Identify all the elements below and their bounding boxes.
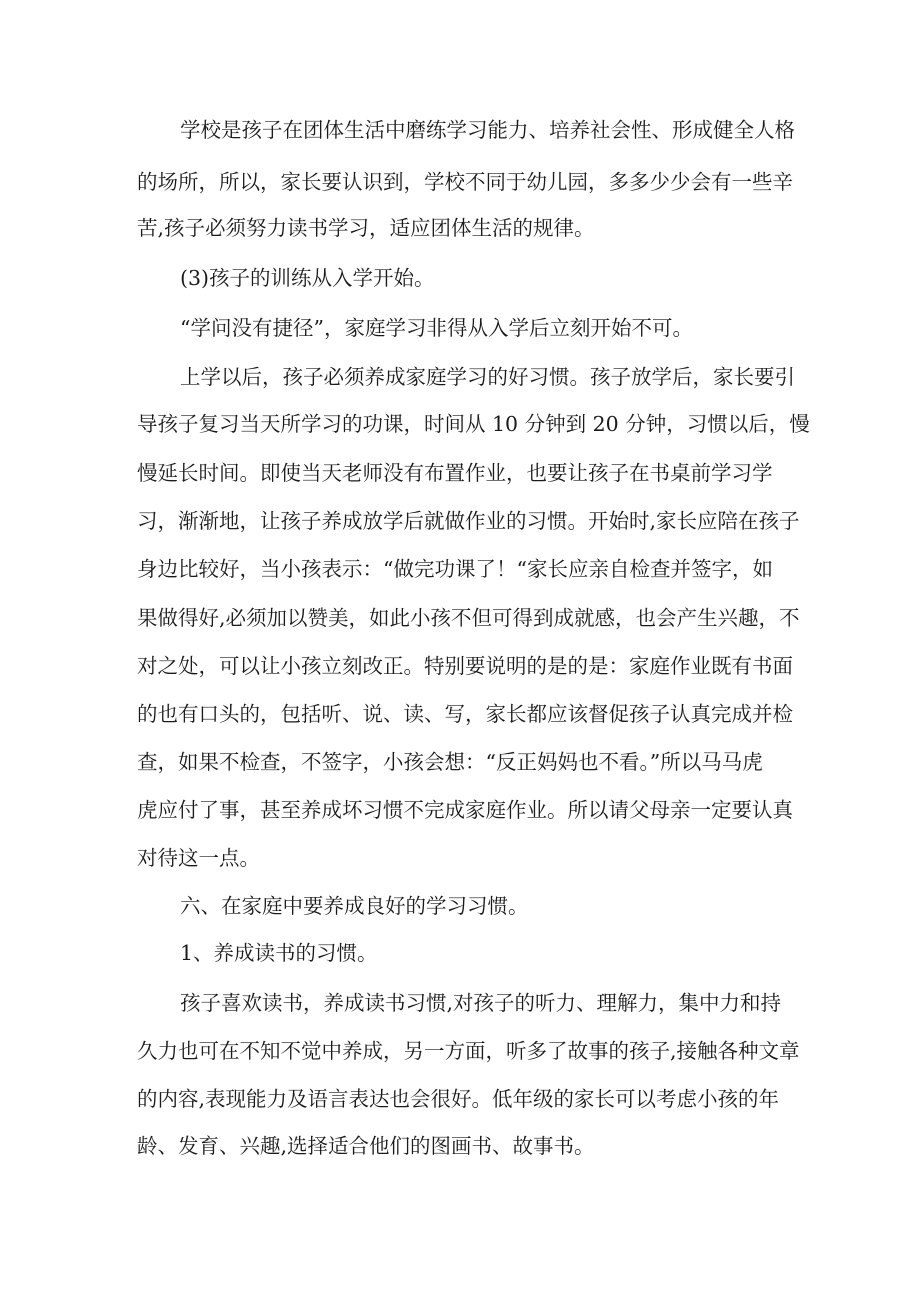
subsection-heading: 1、养成读书的习惯。 <box>180 941 378 965</box>
paragraph-after-school-line-1: 上学以后，孩子必须养成家庭学习的好习惯。孩子放学后，家长要引 <box>180 365 795 389</box>
quote-line: “学问没有捷径”，家庭学习非得从入学后立刻开始不可。 <box>180 316 693 340</box>
list-item-3: (3)孩子的训练从入学开始。 <box>180 266 435 290</box>
paragraph-reading-line-3: 的内容,表现能力及语言表达也会很好。低年级的家长可以考虑小孩的年 <box>137 1087 780 1111</box>
paragraph-after-school-line-2: 导孩子复习当天所学习的功课，时间从 10 分钟到 20 分钟，习惯以后，慢 <box>137 412 810 436</box>
paragraph-after-school-line-10: 虎应付了事，甚至养成坏习惯不完成家庭作业。所以请父母亲一定要认真 <box>137 798 793 822</box>
paragraph-after-school-line-6: 果做得好,必须加以赞美，如此小孩不但可得到成就感，也会产生兴趣，不 <box>137 606 800 630</box>
paragraph-school-line-3: 苦,孩子必须努力读书学习，适应团体生活的规律。 <box>137 216 595 240</box>
paragraph-school-line-2: 的场所，所以，家长要认识到，学校不同于幼儿园，多多少少会有一些辛 <box>137 170 793 194</box>
paragraph-after-school-line-9: 查，如果不检查，不签字，小孩会想：“反正妈妈也不看。”所以马马虎 <box>137 750 763 774</box>
section-heading: 六、在家庭中要养成良好的学习习惯。 <box>180 894 529 918</box>
paragraph-after-school-line-11: 对待这一点。 <box>137 846 260 870</box>
paragraph-after-school-line-4: 习，渐渐地，让孩子养成放学后就做作业的习惯。开始时,家长应陪在孩子 <box>137 509 800 533</box>
paragraph-reading-line-4: 龄、发育、兴趣,选择适合他们的图画书、故事书。 <box>137 1134 595 1158</box>
paragraph-reading-line-1: 孩子喜欢读书，养成读书习惯,对孩子的听力、理解力，集中力和持 <box>180 991 782 1015</box>
paragraph-after-school-line-3: 慢延长时间。即使当天老师没有布置作业，也要让孩子在书桌前学习学 <box>137 461 773 485</box>
paragraph-after-school-line-8: 的也有口头的，包括听、说、读、写，家长都应该督促孩子认真完成并检 <box>137 702 793 726</box>
paragraph-after-school-line-5: 身边比较好，当小孩表示：“做完功课了！“家长应亲自检查并签字，如 <box>137 557 773 581</box>
paragraph-after-school-line-7: 对之处，可以让小孩立刻改正。特别要说明的是的是：家庭作业既有书面 <box>137 654 793 678</box>
paragraph-school-line-1: 学校是孩子在团体生活中磨练学习能力、培养社会性、形成健全人格 <box>180 118 795 142</box>
paragraph-reading-line-2: 久力也可在不知不觉中养成，另一方面，听多了故事的孩子,接触各种文章 <box>137 1039 800 1063</box>
